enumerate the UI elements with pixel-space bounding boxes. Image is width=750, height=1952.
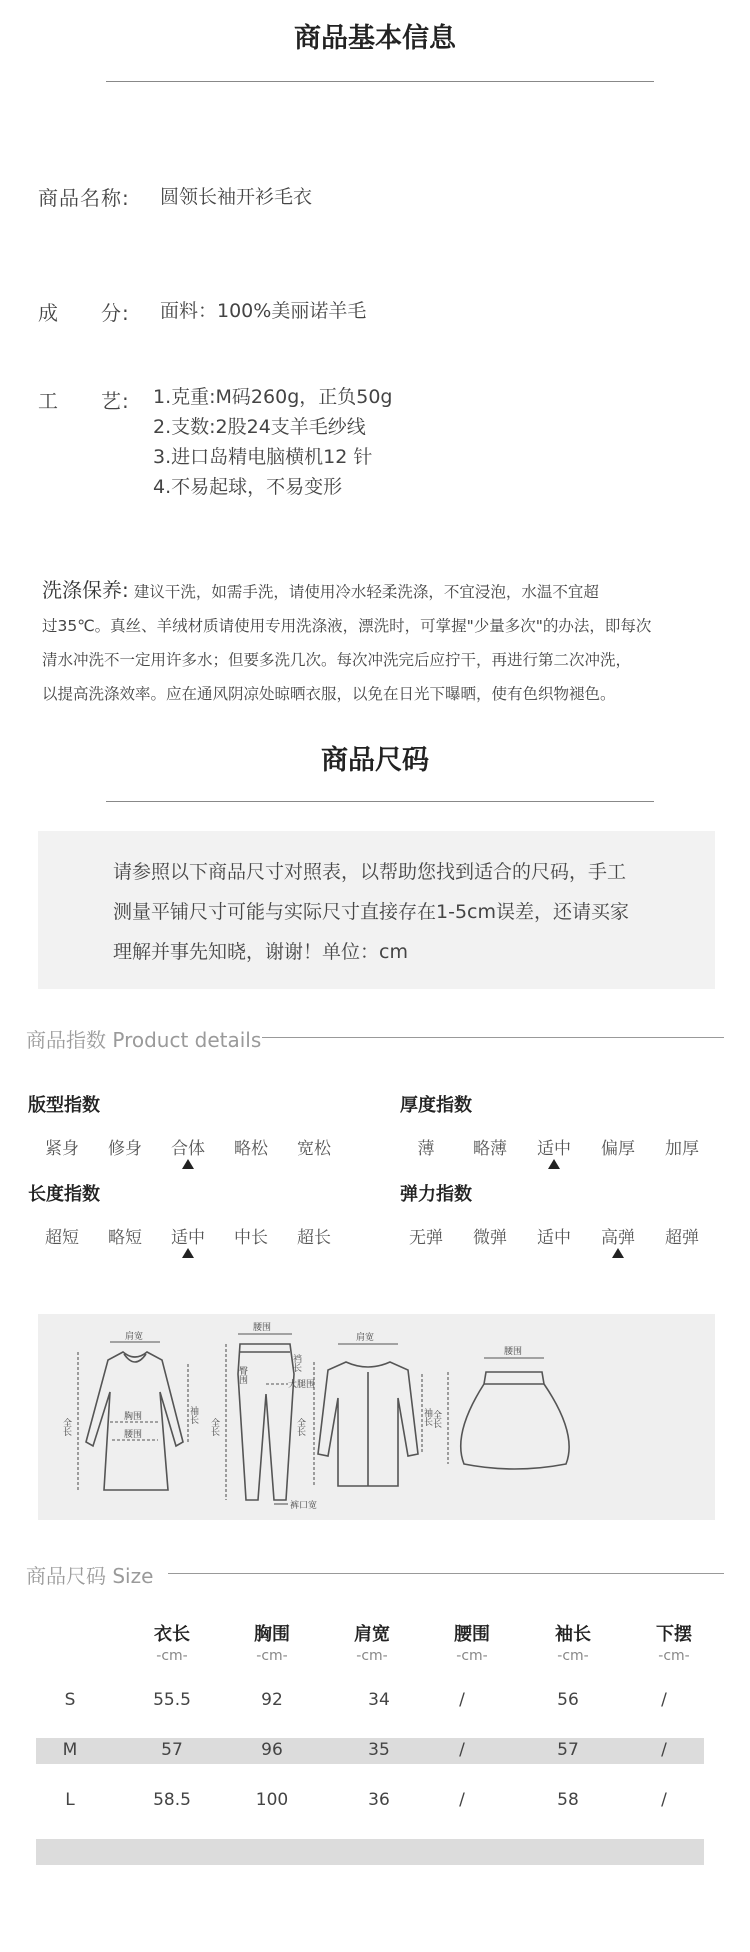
shirt-length-label: 全长: [295, 1418, 305, 1436]
size-label: S: [64, 1690, 76, 1710]
measurement-diagram: [38, 1314, 715, 1520]
composition-label: 成 分:: [38, 301, 130, 325]
table-cell: 35: [368, 1740, 390, 1760]
unit-label: -cm-: [256, 1648, 288, 1664]
table-row: [0, 1790, 750, 1816]
index-option: 修身: [108, 1139, 142, 1159]
selected-marker-icon: [182, 1159, 194, 1169]
shirt-illustration-icon: [314, 1344, 422, 1486]
table-cell: /: [661, 1790, 667, 1810]
column-header: 胸围: [254, 1624, 290, 1645]
table-cell: 96: [261, 1740, 283, 1760]
index-option: 高弹: [601, 1228, 635, 1248]
dress-waist-label: 腰围: [124, 1430, 143, 1440]
index-options-elasticity: [396, 1223, 716, 1263]
table-cell: /: [661, 1740, 667, 1760]
notice-line: 理解并事先知晓，谢谢！单位：cm: [113, 941, 408, 963]
index-option: 微弹: [473, 1228, 507, 1248]
shirt-sleeve-label: 袖长: [422, 1408, 432, 1426]
index-options-thickness: [396, 1134, 716, 1174]
size-table-heading: 商品尺码 Size: [26, 1564, 154, 1588]
basic-info-title: 商品基本信息: [294, 23, 456, 54]
pants-hip-label: 臀围: [237, 1366, 247, 1384]
table-cell: 36: [368, 1790, 390, 1810]
skirt-length-label: 全长: [431, 1410, 441, 1428]
craft-line: 1.克重:M码260g，正负50g: [153, 386, 393, 408]
index-option: 适中: [171, 1228, 205, 1248]
table-row: [0, 1690, 750, 1716]
wash-line: 过35℃。真丝、羊绒材质请使用专用洗涤液，漂洗时，可掌握"少量多次"的办法，即每次: [42, 617, 652, 635]
title-divider: [106, 81, 654, 82]
index-option: 薄: [417, 1139, 435, 1159]
pants-length-label: 全长: [209, 1418, 219, 1436]
skirt-waist-label: 腰围: [504, 1347, 523, 1357]
craft-line: 2.支数:2股24支羊毛纱线: [153, 416, 366, 438]
selected-marker-icon: [612, 1248, 624, 1258]
column-header: 腰围: [454, 1624, 490, 1645]
index-option: 无弹: [409, 1228, 443, 1248]
craft-label: 工 艺:: [38, 389, 130, 413]
index-title-thickness: 厚度指数: [400, 1095, 472, 1116]
unit-label: -cm-: [356, 1648, 388, 1664]
column-header: 肩宽: [354, 1624, 390, 1645]
index-option: 超长: [297, 1228, 331, 1248]
table-row-band: [36, 1839, 704, 1865]
unit-label: -cm-: [658, 1648, 690, 1664]
pants-illustration-icon: [226, 1334, 294, 1504]
table-cell: 57: [557, 1740, 579, 1760]
index-options-length: [32, 1223, 342, 1263]
craft-line: 4.不易起球，不易变形: [153, 476, 343, 498]
garment-illustrations: [38, 1314, 715, 1520]
selected-marker-icon: [182, 1248, 194, 1258]
pants-thigh-label: 大腿围: [288, 1380, 316, 1390]
shirt-shoulder-label: 肩宽: [356, 1333, 375, 1343]
dress-chest-label: 胸围: [124, 1412, 143, 1422]
index-title-fit: 版型指数: [28, 1095, 100, 1116]
wash-line: 建议干洗，如需手洗，请使用冷水轻柔洗涤，不宜浸泡，水温不宜超: [133, 583, 599, 601]
wash-line: 清水冲洗不一定用许多水；但要多洗几次。每次冲洗完后应拧干，再进行第二次冲洗，: [42, 651, 632, 669]
name-value: 圆领长袖开衫毛衣: [160, 186, 313, 208]
index-option: 超弹: [665, 1228, 699, 1248]
column-header: 袖长: [555, 1624, 591, 1645]
table-cell: /: [459, 1690, 465, 1710]
table-cell: 57: [161, 1740, 183, 1760]
name-label: 商品名称:: [38, 186, 130, 210]
table-cell: 55.5: [153, 1690, 191, 1710]
table-cell: 34: [368, 1690, 390, 1710]
index-title-length: 长度指数: [28, 1184, 100, 1205]
table-cell: 56: [557, 1690, 579, 1710]
index-option: 中长: [234, 1228, 268, 1248]
size-table: [0, 1620, 750, 1880]
product-details-rule: [262, 1037, 724, 1038]
index-option: 宽松: [297, 1139, 331, 1159]
table-cell: 100: [255, 1790, 289, 1810]
dress-shoulder-label: 肩宽: [125, 1332, 144, 1342]
craft-line: 3.进口岛精电脑横机12 针: [153, 446, 373, 468]
notice-line: 请参照以下商品尺寸对照表，以帮助您找到适合的尺码，手工: [113, 861, 627, 883]
column-header: 衣长: [154, 1624, 190, 1645]
skirt-illustration-icon: [448, 1358, 569, 1469]
craft-list: [153, 382, 393, 502]
dress-sleeve-label: 袖长: [188, 1406, 198, 1424]
product-details-heading: 商品指数 Product details: [26, 1028, 262, 1052]
index-option: 超短: [45, 1228, 79, 1248]
index-option: 偏厚: [601, 1139, 635, 1159]
index-option: 略薄: [473, 1139, 507, 1159]
pants-waist-label: 腰围: [253, 1323, 272, 1333]
size-label: M: [62, 1740, 78, 1760]
size-section-title: 商品尺码: [321, 745, 429, 776]
index-option: 加厚: [665, 1139, 699, 1159]
wash-care: [42, 574, 722, 711]
selected-marker-icon: [548, 1159, 560, 1169]
dress-length-label: 全长: [61, 1418, 71, 1436]
table-cell: 58.5: [153, 1790, 191, 1810]
table-cell: 58: [557, 1790, 579, 1810]
wash-label: 洗涤保养:: [42, 578, 129, 602]
index-option: 适中: [537, 1139, 571, 1159]
table-cell: /: [661, 1690, 667, 1710]
table-cell: /: [459, 1790, 465, 1810]
unit-label: -cm-: [557, 1648, 589, 1664]
column-header: 下摆: [656, 1624, 692, 1645]
composition-value: 面料：100%美丽诺羊毛: [160, 300, 367, 322]
pants-rise-label: 裆长: [291, 1354, 301, 1372]
size-title-divider: [106, 801, 654, 802]
table-cell: 92: [261, 1690, 283, 1710]
table-row: [0, 1740, 750, 1766]
index-option: 紧身: [45, 1139, 79, 1159]
index-option: 合体: [171, 1139, 205, 1159]
unit-label: -cm-: [456, 1648, 488, 1664]
index-option: 适中: [537, 1228, 571, 1248]
index-options-fit: [32, 1134, 342, 1174]
wash-line: 以提高洗涤效率。应在通风阴凉处晾晒衣服，以免在日光下曝晒，使有色织物褪色。: [42, 685, 616, 703]
index-option: 略松: [234, 1139, 268, 1159]
pants-hem-label: 裤口宽: [290, 1501, 318, 1511]
size-table-rule: [168, 1573, 724, 1574]
table-cell: /: [459, 1740, 465, 1760]
index-option: 略短: [108, 1228, 142, 1248]
notice-line: 测量平铺尺寸可能与实际尺寸直接存在1-5cm误差，还请买家: [113, 901, 629, 923]
index-title-elasticity: 弹力指数: [400, 1184, 472, 1205]
size-label: L: [65, 1790, 75, 1810]
unit-label: -cm-: [156, 1648, 188, 1664]
